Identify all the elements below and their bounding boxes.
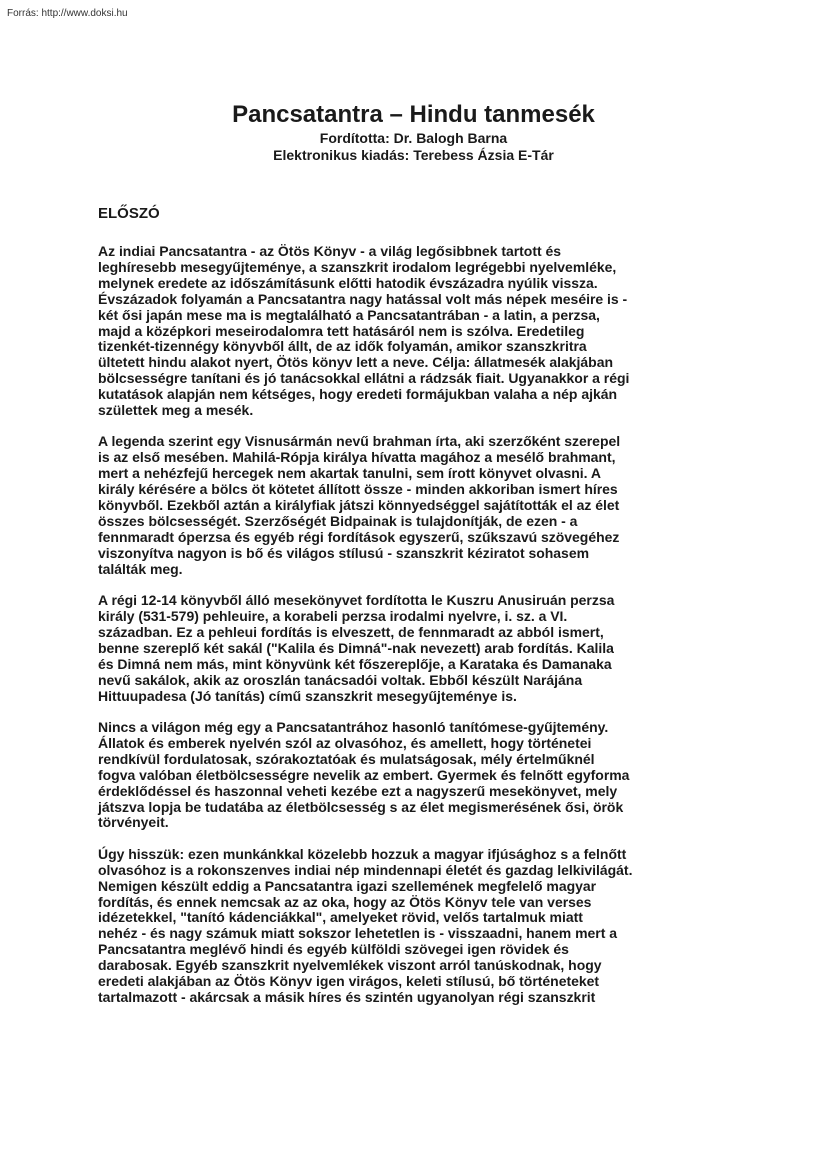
text-line: Pancsatantra meglévő hindi és egyéb külföldi szövegei igen rövidek és [98,941,569,958]
text-line: melynek eredete az időszámításunk előtti hatodik évszázadra nyúlik vissza. [98,274,598,291]
text-line: összes bölcsességét. Szerzőségét Bidpainak is tulajdonítják, de ezen - a [98,513,578,529]
document-body [98,204,748,1021]
text-line: fordítás, és ennek nemcsak az az oka, hogy az Ötös Könyv tele van verses [98,893,592,910]
text-line: két ősi japán mese ma is megtalálható a Pancsatantrában - a latin, a perzsa, [98,306,600,323]
edition-line: Elektronikus kiadás: Terebess Ázsia E-Tár [273,147,554,163]
text-line: tartalmazott - akárcsak a másik híres és szintén ugyanolyan régi szanszkrit [98,988,596,1005]
text-line: is az első mesében. Mahilá-Rópja királya hívatta magához a mesélő brahmant, [98,449,616,466]
text-line: nevű sakálok, akik az oroszlán tanácsadói voltak. Ebből készült Narájána [98,671,583,688]
text-line: nehéz - és nagy számuk miatt sokszor lehetetlen is - visszaadni, hanem mert a [98,925,617,942]
text-line: benne szereplő két sakál ("Kalila és Dimná"-nak nevezett) arab fordítás. Kalila [98,639,614,656]
text-line: Nincs a világon még egy a Pancsatantrához hasonló tanítómese-gyűjtemény. [98,718,609,735]
text-line: mert a nehézfejű hercegek nem akartak tanulni, sem írott könyvet olvasni. A [98,465,601,482]
source-note: Forrás: http://www.doksi.hu [7,8,128,19]
text-line: Állatok és emberek nyelvén szól az olvasóhoz, és amellett, hogy történetei [98,734,592,751]
text-line: könyvből. Ezekből aztán a királyfiak játszi könnyedséggel sajátították el az élet [98,497,620,514]
paragraph [98,244,748,419]
text-line: eredeti alakjában az Ötös Könyv igen virágos, keleti stílusú, bő történeteket [98,973,600,990]
text-line: században. Ez a pehleui fordítás is elveszett, de fennmaradt az abból ismert, [98,623,604,640]
document-header [0,100,827,164]
text-line: törvényeit. [98,814,169,831]
paragraph [98,434,748,577]
text-line: idézetekkel, "tanító kádenciákkal", amelyeket rövid, velős tartalmuk miatt [98,909,583,926]
text-line: és Dimná nem más, mint könyvünk két főszereplője, a Karataka és Damanaka [98,655,612,672]
text-line: születtek meg a mesék. [98,402,254,419]
text-line: Úgy hisszük: ezen munkánkkal közelebb hozzuk a magyar ifjúsághoz s a felnőtt [98,845,627,862]
paragraph-list [98,244,748,1006]
text-line: Évszázadok folyamán a Pancsatantra nagy hatással volt más népek meséire is - [98,290,628,307]
text-line: tizenkét-tizennégy könyvből állt, de az idők folyamán, amikor szanszkritra [98,338,587,355]
text-line: érdeklődéssel és haszonnal veheti kezébe ezt a nagyszerű mesekönyvet, mely [98,782,618,799]
text-line: majd a középkori meseirodalomra tett hatásáról nem is szólva. Eredetileg [98,322,585,339]
text-line: darabosak. Egyéb szanszkrit nyelvemlékek viszont arról tanúskodnak, hogy [98,957,602,974]
section-heading: ELŐSZÓ [98,205,160,222]
text-line: leghíresebb mesegyűjteménye, a szanszkrit irodalom legrégebbi nyelvemléke, [98,258,617,275]
text-line: király (531-579) pehleuire, a korabeli perzsa irodalmi nyelvre, i. sz. a VI. [98,608,568,625]
paragraph [98,847,748,1006]
text-line: A régi 12-14 könyvből álló mesekönyvet fordította le Kuszru Anusiruán perzsa [98,592,615,609]
text-line: kutatások alapján nem kétséges, hogy eredeti formájukban valaha a nép ajkán [98,386,618,403]
text-line: király kérésére a bölcs öt kötetet állított össze - minden akkoriban ismert híres [98,481,618,498]
text-line: Az indiai Pancsatantra - az Ötös Könyv - a világ legősibbnek tartott és [98,243,562,259]
text-line: viszonyítva nagyon is bő és világos stílusú - szanszkrit kéziratot sohasem [98,544,590,561]
document-title: Pancsatantra – Hindu tanmesék [232,101,595,128]
text-line: Hittuupadesa (Jó tanítás) című szanszkrit mesegyűjteménye is. [98,687,517,704]
text-line: olvasóhoz is a rokonszenves indiai nép mindennapi életét és gazdag lelkivilágát. [98,861,633,878]
text-line: találták meg. [98,560,183,577]
text-line: Nemigen készült eddig a Pancsatantra igazi szellemének megfelelő magyar [98,877,597,894]
paragraph [98,720,748,831]
text-line: A legenda szerint egy Visnusármán nevű brahman írta, aki szerzőként szerepel [98,433,621,450]
translator-line: Fordította: Dr. Balogh Barna [319,130,508,146]
text-line: játszva lopja be tudatába az életbölcsesség s az élet megismerésének ősi, örök [98,798,624,815]
text-line: ültetett hindu alakot nyert, Ötös könyv lett a neve. Célja: állatmesék alakjában [98,354,614,371]
text-line: fennmaradt óperzsa és egyéb régi fordítások egyszerű, szűkszavú szövegéhez [98,528,620,545]
text-line: bölcsességre tanítani és jó tanácsokkal ellátni a rádzsák fiait. Ugyanakkor a régi [98,370,630,387]
text-line: fogva valóban életbölcsességre nevelik az embert. Gyermek és felnőtt egyforma [98,766,630,783]
paragraph [98,593,748,704]
text-line: rendkívül fordulatosak, szórakoztatóak és mulatságosak, mély értelműknél [98,750,595,767]
